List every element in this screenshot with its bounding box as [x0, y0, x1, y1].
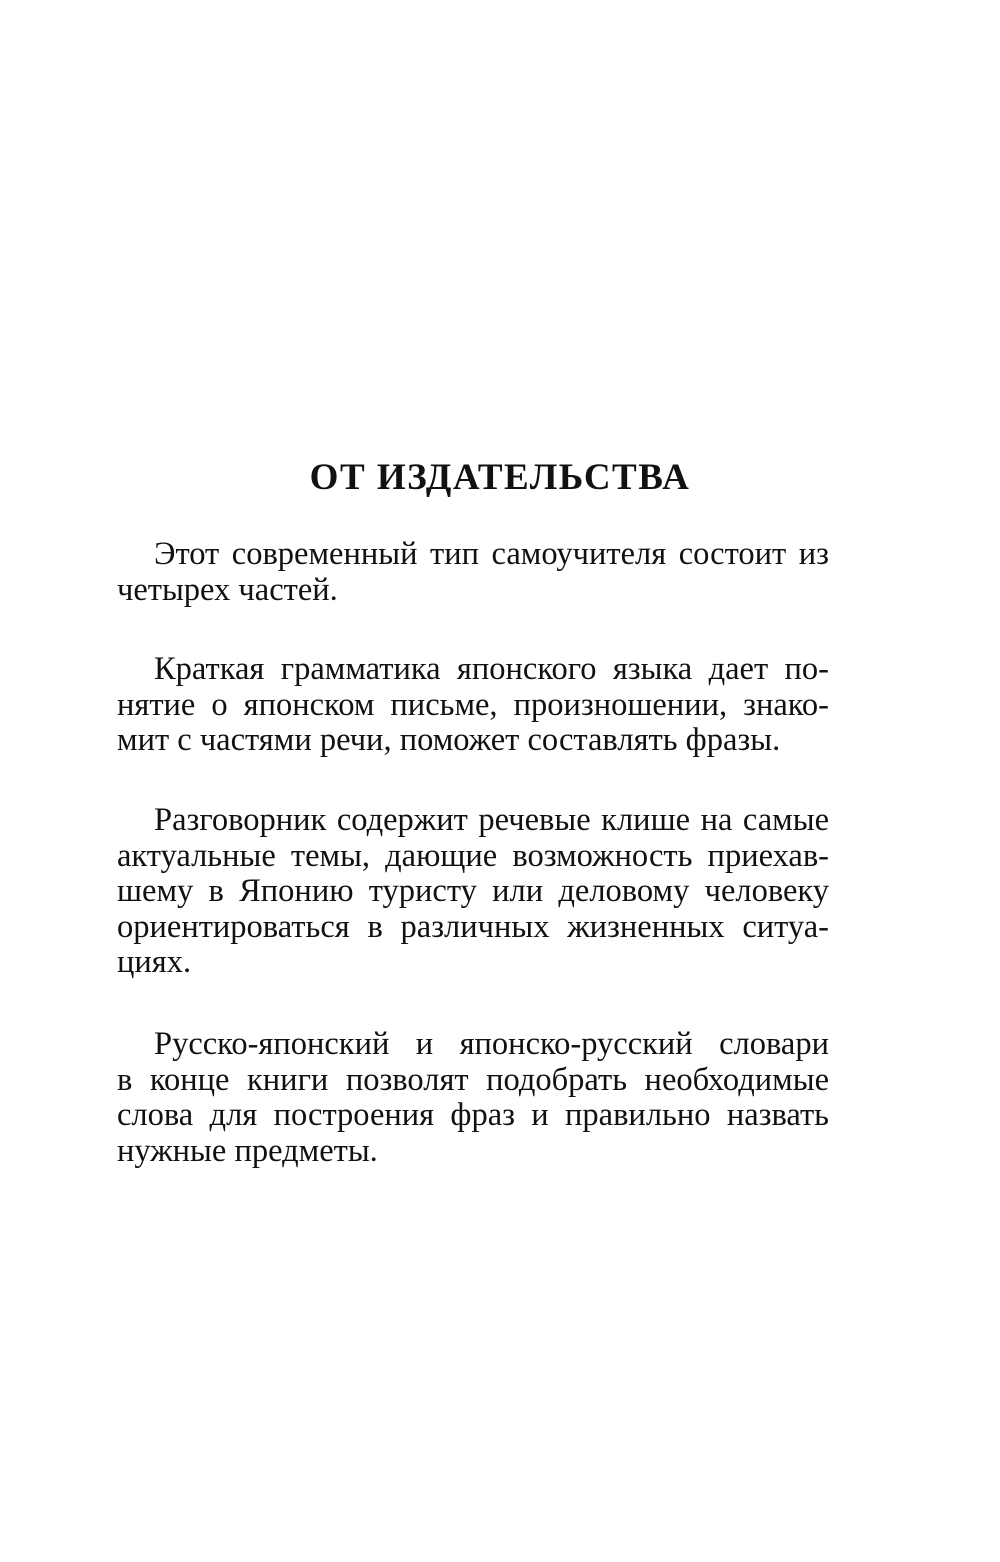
paragraph-line: Этот современный тип самоучителя состоит из — [154, 536, 829, 572]
page-title: ОТ ИЗДАТЕЛЬСТВА — [309, 457, 691, 498]
paragraph-line: Разговорник содержит речевые клише на самые — [154, 802, 829, 838]
paragraph-line: ориентироваться в различных жизненных ситуа- — [117, 908, 829, 945]
paragraph-line: нятие о японском письме, произношении, знако- — [117, 686, 829, 723]
paragraph-line: циях. — [117, 944, 192, 980]
paragraph-line: нужные предметы. — [117, 1132, 378, 1169]
paragraph-phrasebook — [117, 803, 829, 981]
paragraph-line: в конце книги позволят подобрать необходимые — [117, 1061, 829, 1098]
paragraph-line: Краткая грамматика японского языка дает по- — [154, 651, 829, 687]
paragraph-dictionaries — [117, 1027, 829, 1169]
paragraph-line: слова для построения фраз и правильно назвать — [117, 1097, 829, 1133]
paragraph-grammar — [117, 652, 829, 759]
paragraph-line: актуальные темы, дающие возможность приехав- — [117, 837, 829, 874]
paragraph-line: четырех частей. — [117, 571, 338, 608]
paragraph-line: шему в Японию туристу или деловому человеку — [117, 873, 829, 909]
paragraph-intro — [117, 537, 829, 608]
paragraph-line: Русско-японский и японско-русский словари — [154, 1026, 829, 1062]
paragraph-line: мит с частями речи, поможет составлять фразы. — [117, 722, 781, 758]
